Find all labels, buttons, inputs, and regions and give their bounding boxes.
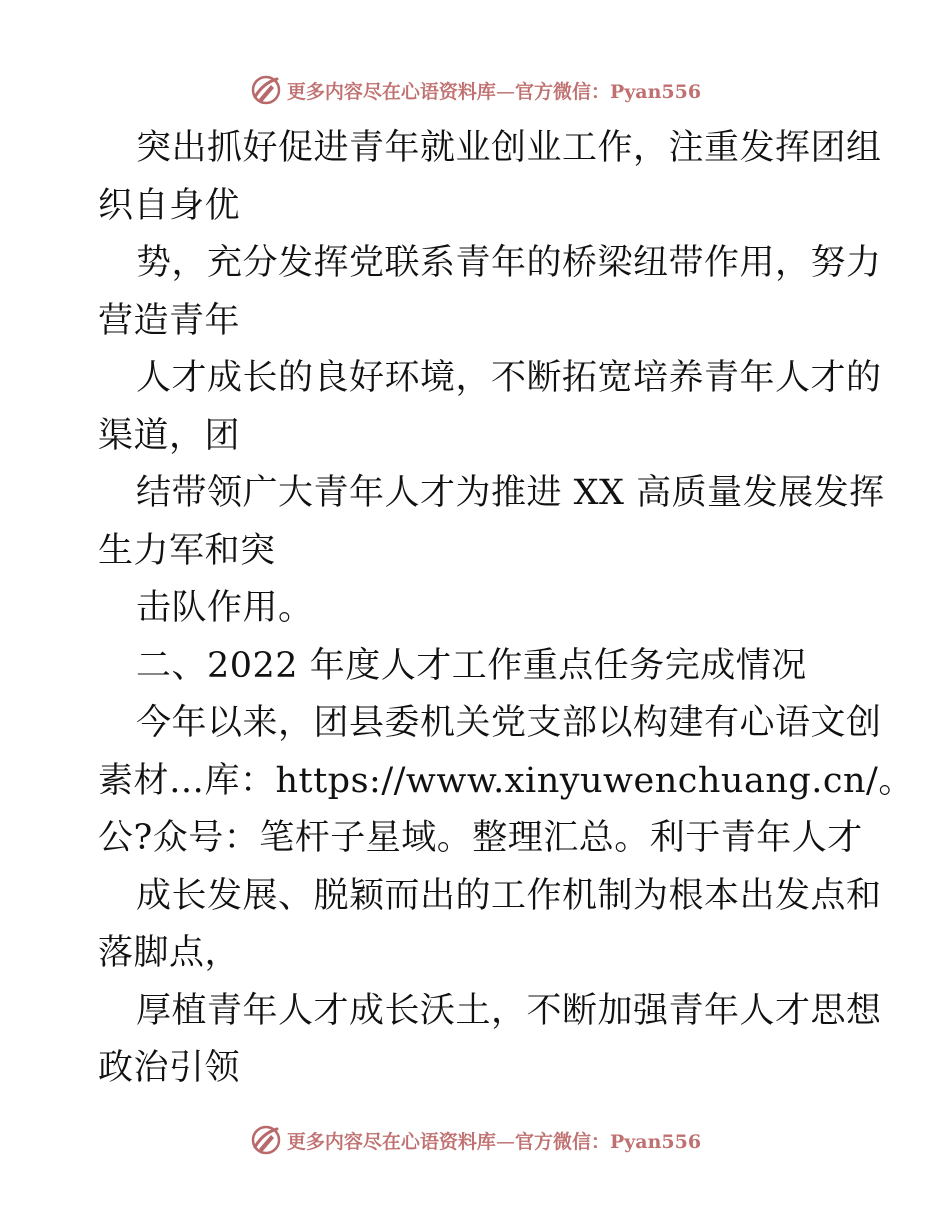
- paragraph-line: 今年以来，团县委机关党支部以构建有心语文创: [136, 703, 882, 743]
- paragraph-line: 渠道，团: [98, 415, 241, 456]
- paragraph-line: 势，充分发挥党联系青年的桥梁纽带作用，努力: [136, 243, 882, 283]
- paragraph-line: 成长发展、脱颖而出的工作机制为根本出发点和: [136, 875, 882, 916]
- paragraph-line: 公?众号：笔杆子星域。整理汇总。利于青年人才: [98, 818, 863, 858]
- paragraph-line: 生力军和突: [98, 530, 276, 571]
- paragraph-line: 厚植青年人才成长沃土，不断加强青年人才思想: [136, 990, 882, 1031]
- document-body: [98, 120, 914, 1098]
- paragraph-line: 政治引领: [98, 1048, 241, 1088]
- pen-nib-logo-icon: [249, 73, 283, 107]
- paragraph-line: 突出抓好促进青年就业创业工作，注重发挥团组: [136, 128, 882, 168]
- paragraph-line: 结带领广大青年人才为推进 XX 高质量发展发挥: [136, 473, 885, 513]
- footer-banner-contact: 官方微信：Pyan556: [514, 1130, 702, 1153]
- footer-banner-title: 更多内容尽在心语资料库: [286, 1130, 496, 1153]
- header-banner-dash: —: [495, 80, 515, 103]
- header-banner: [0, 70, 950, 110]
- footer-banner: [0, 1120, 950, 1160]
- header-banner-title: 更多内容尽在心语资料库: [286, 80, 496, 103]
- header-banner-text: [287, 77, 701, 104]
- paragraph-line: 织自身优: [98, 185, 241, 226]
- header-banner-contact: 官方微信：Pyan556: [514, 80, 702, 103]
- pen-nib-logo-icon: [249, 1123, 283, 1157]
- section-heading: 二、2022 年度人才工作重点任务完成情况: [136, 645, 807, 686]
- footer-banner-dash: —: [495, 1130, 515, 1153]
- paragraph-line: 营造青年: [98, 300, 241, 341]
- footer-banner-text: [287, 1127, 701, 1154]
- paragraph-line: 击队作用。: [136, 588, 314, 628]
- paragraph-line: 人才成长的良好环境，不断拓宽培养青年人才的: [136, 358, 882, 398]
- paragraph-line: 落脚点，: [98, 933, 241, 973]
- paragraph-line: 素材…库：https://www.xinyuwenchuang.cn/。: [98, 760, 914, 801]
